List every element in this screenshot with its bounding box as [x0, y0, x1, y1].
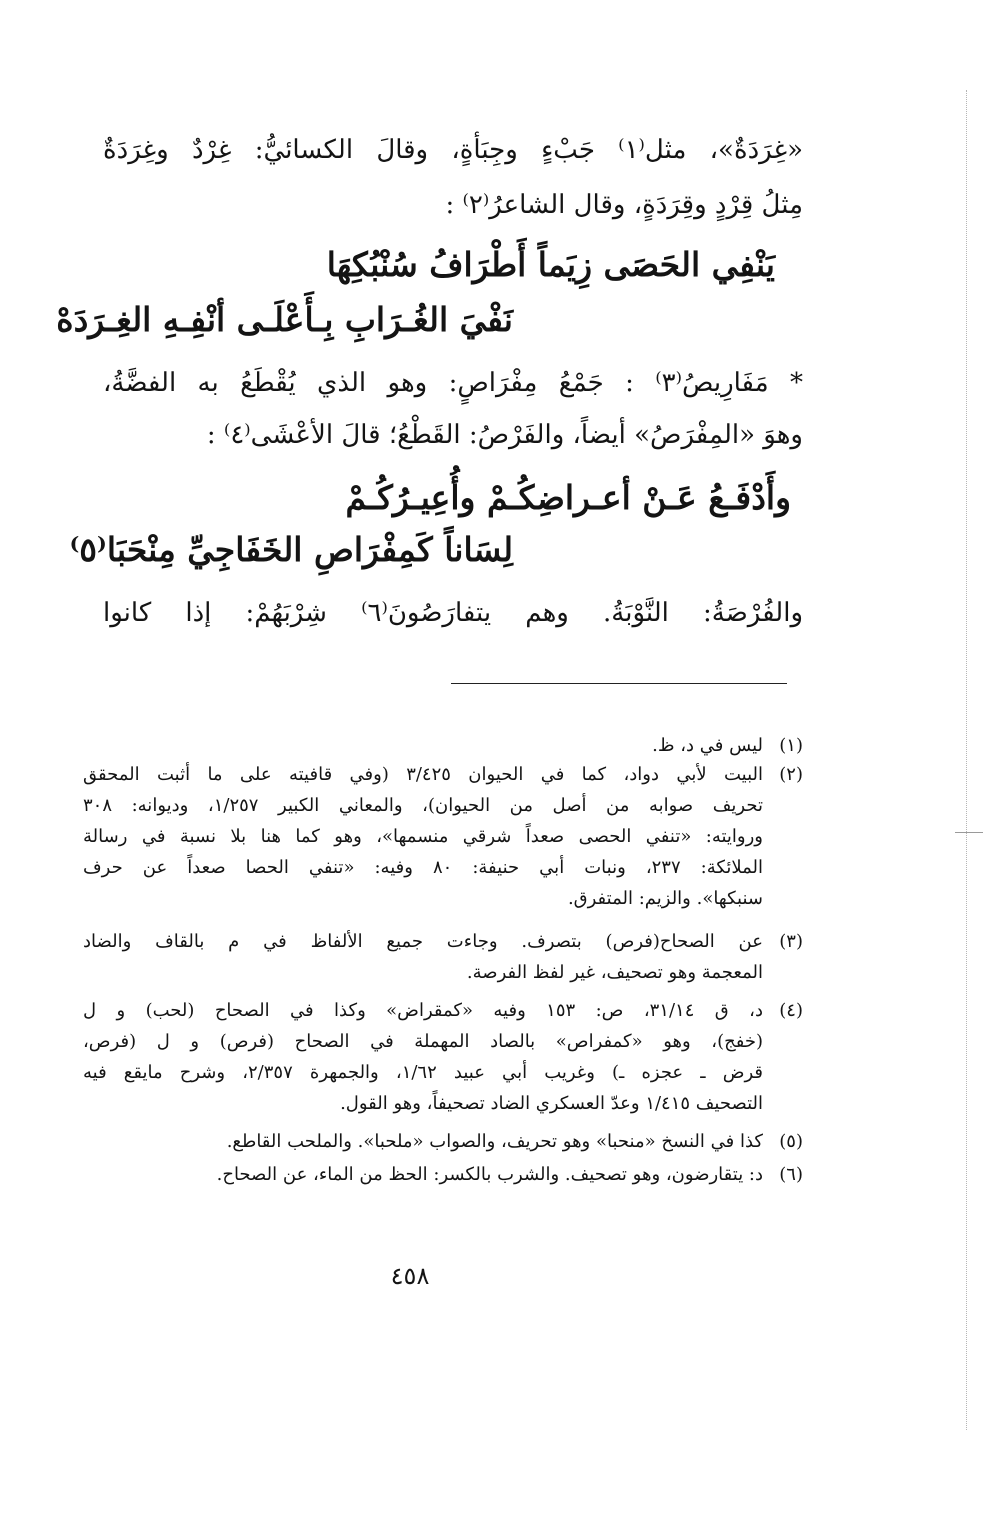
verse-1-hemistich-2: نَفْيَ الغُـرَابِ بِـأَعْلَـى أنْفِـهِ الغِـرَدَهْ: [56, 300, 513, 339]
binding-tick-mark: [955, 832, 983, 833]
footnote-line: عن الصحاح(فرص) بتصرف. وجاءت جميع الألفاظ في م بالقاف والضاد: [83, 931, 763, 952]
footnote-number: (٢): [779, 764, 803, 785]
footnote-number: (١): [779, 735, 803, 756]
footnote-line: سنبكها». والزيم: المتفرق.: [567, 888, 763, 909]
body-line-3: * مَفَارِيصُ⁽٣⁾ : جَمْعُ مِفْرَاصٍ: وهو الذي يُقْطَعُ به الفضَّةُ،: [103, 368, 804, 398]
footnote-line: (خفج)، وهو «كمفراص» بالصاد المهملة في الصحاح (فرص) و ل (فرص،: [83, 1031, 763, 1052]
footnote-number: (٣): [779, 931, 803, 952]
footnote-line: وروايته: «تنفي الحصى صعداً شرقي منسمها»، وهو كما هنا بلا نسبة في رسالة: [83, 826, 763, 847]
footnote-line: الملائكة: ٢٣٧، ونبات أبي حنيفة: ٨٠ وفيه: «تنفي الحصا صعداً عن حرف: [83, 857, 763, 878]
footnote-line: تحريف صوابه من أصل من الحيوان)، والمعاني الكبير ١/٢٥٧، وديوانه: ٣٠٨: [83, 795, 763, 816]
footnote-number: (٤): [779, 1000, 803, 1021]
footnote-number: (٦): [779, 1164, 803, 1185]
footnote-line: قرض ـ عجزه ـ) وغريب أبي عبيد ١/٦٢، والجمهرة ٢/٣٥٧، وشرح مايقع فيه: [83, 1062, 763, 1083]
verse-2-hemistich-1: وأَدْفَـعُ عَـنْ أعـراضِكُـمْ وأُعِيـرُكُـمْ: [345, 478, 791, 517]
body-line-4: وهوَ «المِفْرَصُ» أيضاً، والفَرْصُ: القَطْعُ؛ قالَ الأعْشَى⁽٤⁾ :: [206, 420, 803, 450]
footnote-line: التصحيف ١/٤١٥ وعدّ العسكري الضاد تصحيفاً، وهو القول.: [340, 1093, 763, 1114]
footnote-line: ليس في د، ظ.: [652, 735, 763, 756]
footnote-line: د، ق ٣١/١٤، ص: ١٥٣ وفيه «كمقراض» وكذا في الصحاح (لحب) و ل: [83, 1000, 763, 1021]
page-number: ٤٥٨: [390, 1262, 430, 1290]
body-line-1: «غِرَدَةٌ»، مثل⁽١⁾ جَبْءٍ وجِبَأةٍ، وقالَ الكسائيُّ: غِرْدٌ وغِرَدَةٌ: [103, 135, 803, 165]
verse-1-hemistich-1: يَنْفِي الحَصَى زِيَماً أَطْرَافُ سُنْبُكِهَا: [326, 245, 775, 284]
footnote-line: د: يتقارضون، وهو تصحيف. والشرب بالكسر: الحظ من الماء، عن الصحاح.: [216, 1164, 763, 1185]
binding-dotted-line: [966, 90, 967, 1430]
footnote-separator: [451, 683, 787, 684]
body-line-5: والفُرْصَةُ: النَّوْبَةُ. وهم يتفارَصُونَ⁽٦⁾ شِرْبَهُمْ: إذا كانوا: [103, 598, 803, 628]
verse-2-hemistich-2: لِسَاناً كَمِفْرَاصِ الخَفَاجِيِّ مِنْحَبَا⁽٥⁾: [69, 530, 513, 569]
footnote-number: (٥): [779, 1131, 803, 1152]
footnote-line: البيت لأبي دواد، كما في الحيوان ٣/٤٢٥ (وفي قافيته على ما أثبت المحقق: [83, 764, 763, 785]
footnote-line: كذا في النسخ «منحبا» وهو تحريف، والصواب «ملحبا». والملحب القاطع.: [226, 1131, 763, 1152]
footnote-line: المعجمة وهو تصحيف، غير لفظ الفرصة.: [466, 962, 763, 983]
body-line-2: مِثلُ قِرْدٍ وقِرَدَةٍ، وقال الشاعرُ⁽٢⁾ :: [445, 190, 803, 220]
